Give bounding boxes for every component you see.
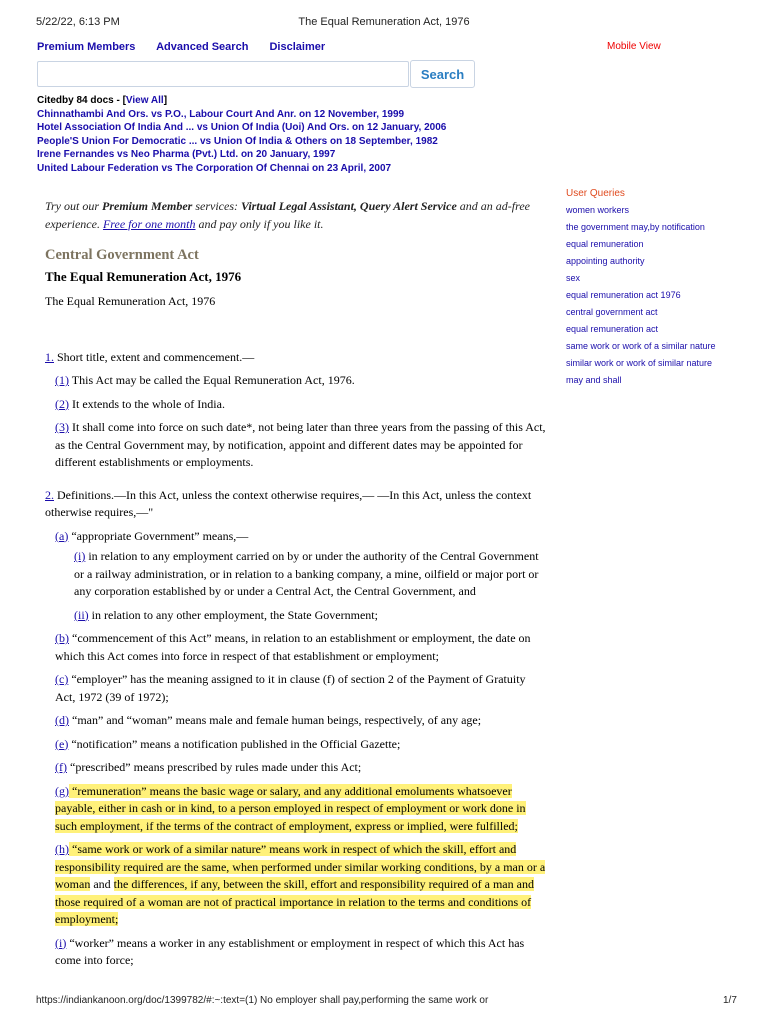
- clause-2-e: (e) “notification” means a notification published in the Official Gazette;: [55, 736, 401, 751]
- query-link[interactable]: sex: [566, 273, 581, 283]
- clause-link[interactable]: (g): [55, 783, 69, 798]
- clause-link[interactable]: (h): [55, 842, 69, 856]
- citedby-item[interactable]: People'S Union For Democratic ... vs Union Of India & Others on 18 September, 1982: [37, 135, 438, 147]
- clause-2-c: (c) “employer” has the meaning assigned to it in clause (f) of section 2 of the Payment of Gratuity Act, 1972 (39 of 1972);: [55, 672, 526, 704]
- clause-link[interactable]: (b): [55, 631, 69, 645]
- clause-link[interactable]: (f): [55, 760, 67, 774]
- citedby-list: [37, 94, 446, 175]
- clause-2-i: (i) “worker” means a worker in any establishment or employment in respect of which this Act has come into force;: [55, 935, 525, 967]
- clause-link[interactable]: (c): [55, 672, 69, 686]
- query-link[interactable]: equal remuneration act: [566, 324, 659, 334]
- highlighted-text: “same work or work of a similar nature” means work in respect of which the skill, effort and responsibility required are the same, when performed under similar working conditions, by a man or a woman: [55, 842, 546, 891]
- act-title: The Equal Remuneration Act, 1976: [45, 268, 242, 284]
- highlighted-text: “remuneration” means the basic wage or salary, and any additional emoluments whatsoever payable, either in cash or in kind, to a person employed in respect of employment or work done in such employment, if the terms of the contract of employment, express or implied, were fulfilled;: [55, 783, 526, 833]
- clause-1-3: (3) It shall come into force on such date*, not being later than three years from the passing of this Act, as the Central Government may, by notification, appoint and different dates may be appointed for different establishments or employments.: [55, 420, 546, 469]
- citedby-item[interactable]: United Labour Federation vs The Corporation Of Chennai on 23 April, 2007: [37, 162, 392, 174]
- clause-link[interactable]: (e): [55, 736, 69, 751]
- footer-url: https://indiankanoon.org/doc/1399782/#:~:text=(1) No employer shall pay,performing the same work or: [36, 995, 489, 1006]
- clause-2-d: (d) “man” and “woman” means male and female human beings, respectively, of any age;: [55, 713, 482, 727]
- user-queries-heading: User Queries: [566, 188, 625, 199]
- query-link[interactable]: same work or work of a similar nature: [566, 341, 716, 351]
- clause-2-h: (h) “same work or work of a similar nature” means work in respect of which the skill, effort and responsibility required are the same, when performed under similar working conditions, by a man or a woman and the differences, if any, between the skill, effort and responsibility required of a man and those required of a woman are not of practical importance in relation to the terms and conditions of employment;: [55, 842, 546, 926]
- clause-link[interactable]: (ii): [74, 607, 89, 622]
- query-link[interactable]: central government act: [566, 307, 658, 317]
- page-number: 1/7: [723, 995, 737, 1006]
- query-link[interactable]: equal remuneration act 1976: [566, 290, 681, 300]
- category-title: Central Government Act: [45, 247, 199, 263]
- clause-link[interactable]: (3): [55, 420, 69, 434]
- clause-link[interactable]: (i): [74, 549, 86, 563]
- clause-link[interactable]: (1): [55, 373, 69, 387]
- citedby-item[interactable]: Irene Fernandes vs Neo Pharma (Pvt.) Ltd. on 20 January, 1997: [37, 149, 336, 160]
- view-all-link[interactable]: View All: [125, 95, 164, 106]
- print-title: The Equal Remuneration Act, 1976: [298, 16, 470, 28]
- print-date: 5/22/22, 6:13 PM: [36, 16, 120, 28]
- query-link[interactable]: may and shall: [566, 375, 622, 385]
- search-input[interactable]: [37, 61, 409, 87]
- clause-link[interactable]: (a): [55, 528, 69, 543]
- query-link[interactable]: similar work or work of similar nature: [566, 358, 713, 368]
- section-2: 2. Definitions.—In this Act, unless the context otherwise requires,— —In this Act, unless the context otherwise requires,—": [45, 487, 532, 519]
- clause-link[interactable]: (i): [55, 935, 67, 950]
- section-1-link[interactable]: 1.: [45, 349, 54, 364]
- clause-2-b: (b) “commencement of this Act” means, in relation to an establishment or employment, the date on which this Act comes into force in respect of that establishment or employment;: [55, 631, 531, 663]
- clause-link[interactable]: (d): [55, 713, 69, 727]
- clause-2-a: (a) “appropriate Government” means,—: [55, 528, 249, 543]
- advanced-search-link[interactable]: Advanced Search: [156, 41, 249, 53]
- clause-2-g: [55, 783, 548, 836]
- clause-2-a-i: (i) in relation to any employment carried on by or under the authority of the Central Government or a railway administration, or in relation to a banking company, a mine, oilfield or major port or any corporation established by or under a Central Act, the Central Government, and: [74, 549, 539, 598]
- section-2-link[interactable]: 2.: [45, 487, 54, 502]
- premium-note: Try out our Premium Member services: Virtual Legal Assistant, Query Alert Service and an ad-free experience. Free for one month and pay only if you like it.: [45, 199, 531, 231]
- mobile-view-link[interactable]: Mobile View: [607, 41, 661, 52]
- query-link[interactable]: appointing authority: [566, 256, 645, 266]
- query-link[interactable]: equal remuneration: [566, 239, 644, 249]
- search-button[interactable]: Search: [410, 60, 475, 88]
- highlighted-text: the differences, if any, between the skill, effort and responsibility required of a man and those required of a woman are not of practical importance in relation to the terms and conditions of employment;: [55, 877, 534, 926]
- free-trial-link[interactable]: Free for one month: [102, 216, 196, 231]
- citedby-item[interactable]: Hotel Association Of India And ... vs Union Of India (Uoi) And Ors. on 12 January, 2006: [37, 122, 447, 133]
- clause-1-1: (1) This Act may be called the Equal Remuneration Act, 1976.: [55, 373, 355, 387]
- clause-2-f: (f) “prescribed” means prescribed by rules made under this Act;: [55, 760, 362, 774]
- premium-members-link[interactable]: Premium Members: [37, 41, 136, 53]
- act-subtitle: The Equal Remuneration Act, 1976: [45, 294, 216, 308]
- section-1: 1. Short title, extent and commencement.—: [45, 349, 255, 364]
- citedby-item[interactable]: Chinnathambi And Ors. vs P.O., Labour Court And Anr. on 12 November, 1999: [37, 108, 405, 120]
- query-link[interactable]: the government may,by notification: [566, 222, 705, 232]
- disclaimer-link[interactable]: Disclaimer: [269, 41, 326, 53]
- document-body: [45, 198, 548, 970]
- user-queries-sidebar: [566, 185, 716, 389]
- clause-2-a-ii: (ii) in relation to any other employment, the State Government;: [74, 607, 378, 622]
- top-nav: [37, 41, 343, 53]
- clause-1-2: (2) It extends to the whole of India.: [55, 396, 225, 411]
- clause-link[interactable]: (2): [55, 396, 69, 411]
- citedby-header: Citedby 84 docs - [View All]: [37, 95, 168, 106]
- query-link[interactable]: women workers: [566, 205, 630, 215]
